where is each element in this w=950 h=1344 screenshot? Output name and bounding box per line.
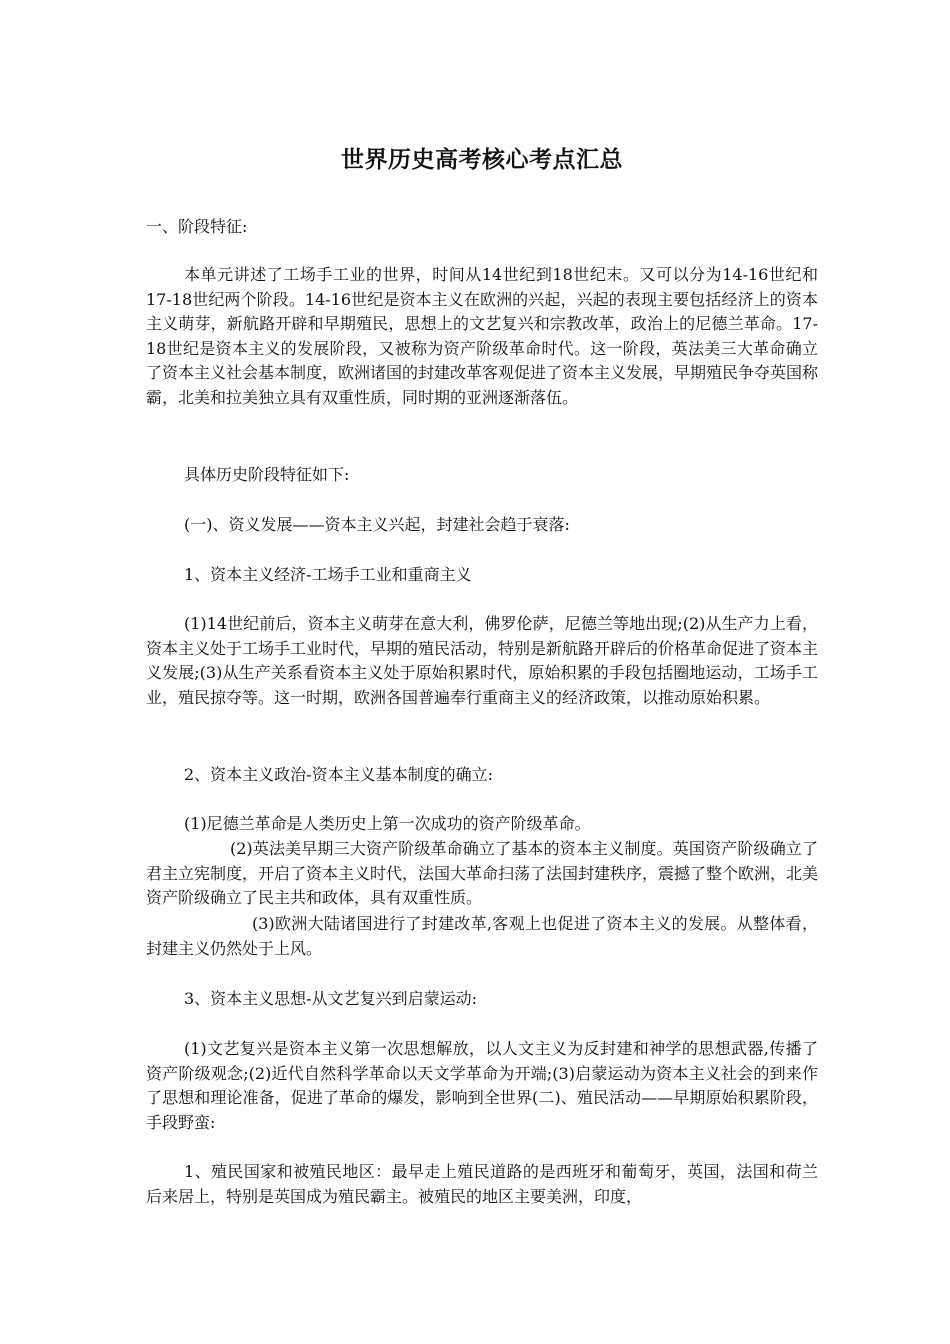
paragraph-politics-2: (2)英法美早期三大资产阶级革命确立了基本的资本主义制度。英国资产阶级确立了君主立宪制度，开启了资本主义时代，法国大革命扫荡了法国封建秩序，震撼了整个欧洲，北美资产阶级确立了民主共和政体，具有双重性质。 (146, 839, 819, 907)
paragraph-intro-specific: 具体历史阶段特征如下: (184, 465, 350, 484)
paragraph-thought: (1)文艺复兴是资本主义第一次思想解放，以人文主义为反封建和神学的思想武器,传播了资产阶级观念;(2)近代自然科学革命以天文学革命为开端;(3)启蒙运动为资本主义社会的到来作了思想和理论准备，促进了革命的爆发，影响到全世界(二)、殖民活动——早期原始积累阶段，手段野蛮: (146, 1039, 818, 1132)
item-heading-politics: 2、资本主义政治-资本主义基本制度的确立: (184, 765, 493, 784)
subsection-heading-1: (一)、资义发展——资本主义兴起，封建社会趋于衰落: (184, 515, 570, 534)
paragraph-politics-3: (3)欧洲大陆诸国进行了封建改革,客观上也促进了资本主义的发展。从整体看，封建主义仍然处于上风。 (146, 914, 818, 958)
document-title: 世界历史高考核心考点汇总 (341, 146, 623, 173)
paragraph-overview: 本单元讲述了工场手工业的世界，时间从14世纪到18世纪末。又可以分为14-16世纪和17-18世纪两个阶段。14-16世纪是资本主义在欧洲的兴起，兴起的表现主要包括经济上的资本主义萌芽，新航路开辟和早期殖民，思想上的文艺复兴和宗教改革，政治上的尼德兰革命。17-18世纪是资本主义的发展阶段，又被称为资产阶级革命时代。这一阶段，英法美三大革命确立了资本主义社会基本制度，欧洲诸国的封建改革客观促进了资本主义发展，早期殖民争夺英国称霸，北美和拉美独立具有双重性质，同时期的亚洲逐渐落伍。 (146, 265, 819, 407)
paragraph-colonial: 1、殖民国家和被殖民地区：最早走上殖民道路的是西班牙和葡萄牙，英国，法国和荷兰后来居上，特别是英国成为殖民霸主。被殖民的地区主要美洲，印度， (146, 1162, 818, 1206)
item-heading-economy: 1、资本主义经济-工场手工业和重商主义 (184, 565, 472, 584)
section-heading-stage-features: 一、阶段特征: (146, 217, 248, 236)
paragraph-politics-1: (1)尼德兰革命是人类历史上第一次成功的资产阶级革命。 (184, 814, 591, 833)
item-heading-thought: 3、资本主义思想-从文艺复兴到启蒙运动: (184, 989, 477, 1008)
paragraph-economy: (1)14世纪前后，资本主义萌芽在意大利，佛罗伦萨，尼德兰等地出现;(2)从生产力上看，资本主义处于工场手工业时代，早期的殖民活动，特别是新航路开辟后的价格革命促进了资本主义发展;(3)从生产关系看资本主义处于原始积累时代，原始积累的手段包括圈地运动，工场手工业，殖民掠夺等。这一时期，欧洲各国普遍奉行重商主义的经济政策，以推动原始积累。 (146, 614, 819, 707)
